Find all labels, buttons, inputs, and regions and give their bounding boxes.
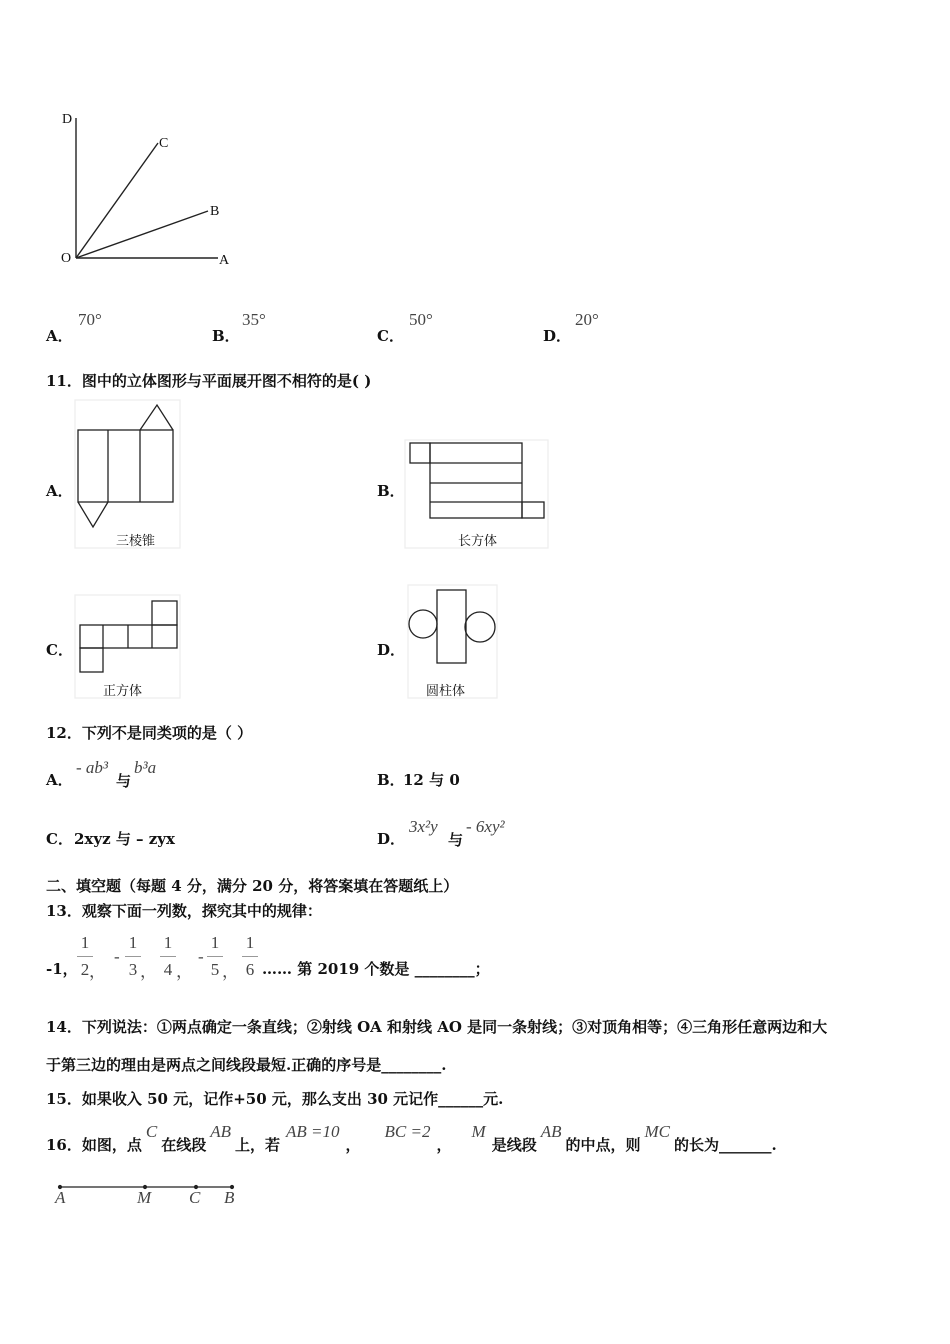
q12-d-right: - 6xy² xyxy=(466,817,505,836)
q12-option-c[interactable]: C． xyxy=(46,830,73,848)
angle-figure xyxy=(76,118,218,258)
q12-option-b[interactable]: B． xyxy=(377,771,405,789)
q14-line2: 于第三边的理由是两点之间线段最短.正确的序号是________. xyxy=(46,1056,447,1074)
q11-option-a[interactable]: A． xyxy=(46,482,73,500)
q13-fraction: $\frac{1}{3}$ xyxy=(125,930,141,983)
net-a-caption: 三棱锥 xyxy=(116,534,156,549)
q13-fraction: $\frac{1}{2}$ xyxy=(77,930,93,983)
q10-option-b[interactable]: B． xyxy=(212,327,240,345)
q13-sign: - xyxy=(198,947,204,966)
q10-option-c[interactable]: C． xyxy=(377,327,404,345)
q10-option-a-value: 70° xyxy=(78,310,102,329)
q16-stem: 16．如图，点 C 在线段 AB 上，若 AB =10 ， BC =2 ， M 是线段 AB 的中点，则 MC 的长为_______. xyxy=(46,1122,777,1154)
q11-option-c[interactable]: C． xyxy=(46,641,73,659)
q10-option-d[interactable]: D． xyxy=(543,327,572,345)
q11-option-d[interactable]: D． xyxy=(377,641,406,659)
seg-label-m: M xyxy=(137,1188,152,1207)
label-b: B xyxy=(210,204,220,219)
q13-tail: …… 第 2019 个数是 ________； xyxy=(262,960,490,978)
q13-stem: 13．观察下面一列数，探究其中的规律： xyxy=(46,902,322,920)
q12-stem: 12．下列不是同类项的是（ ） xyxy=(46,724,253,742)
q11-option-b[interactable]: B． xyxy=(377,482,405,500)
q13-fraction: $\frac{1}{5}$ xyxy=(207,930,223,983)
seg-label-a: A xyxy=(55,1188,66,1207)
q12-c-text: 2xyz 与 – zyx xyxy=(74,830,175,848)
q10-option-a[interactable]: A． xyxy=(46,327,73,345)
seg-label-b: B xyxy=(224,1188,235,1207)
q12-a-left: - ab³ xyxy=(76,758,109,777)
section-2-title: 二、填空题（每题 4 分，满分 20 分，将答案填在答题纸上） xyxy=(46,877,459,895)
q13-fraction: $\frac{1}{6}$ xyxy=(242,930,258,983)
q10-option-b-value: 35° xyxy=(242,310,266,329)
q11-stem: 11．图中的立体图形与平面展开图不相符的是( ) xyxy=(46,372,372,390)
label-c: C xyxy=(159,136,169,151)
seg-label-c: C xyxy=(189,1188,201,1207)
net-a-figure xyxy=(75,400,180,548)
q13-first: -1， xyxy=(46,960,78,978)
net-b-caption: 长方体 xyxy=(458,534,498,549)
q12-option-a[interactable]: A． xyxy=(46,771,73,789)
q10-option-d-value: 20° xyxy=(575,310,599,329)
q12-d-left: 3x²y xyxy=(409,817,438,836)
q12-a-right: b³a xyxy=(134,758,157,777)
q12-d-mid: 与 xyxy=(448,831,464,849)
q12-option-d[interactable]: D． xyxy=(377,830,406,848)
q13-sign: - xyxy=(114,947,120,966)
exam-page: D C B O A A． 70° B． 35° C． 50° D． 20° 11．图中的立体图形与平面展开图不相符的是( ) A． 三棱锥 B． 长方体 C． 正方体 D． 圆柱体 12．下列不是同类项的是（ ） A． - ab³ 与 b³a B． 12 与 0 C． 2xyz 与 – zyx D． 3x²y 与 - 6xy² 二、填空题（每题 4 分，满分 20 分，将答案填在答题纸上） 13．观察下面一列数，探究其中的规律： -1， - - $\frac{1}{2}$ $\frac{1}{3}$ $\frac{1}{4}$ $\frac{1}{5}$ $\frac{1}{6}$ ， ， ， ， …… 第 2019 个数是 ________； 14．下列说法：①两点确定一条直线；②射线 OA 和射线 AO 是同一条射线；③对顶角相等；④三角形任意两边和大 于第三边的理由是两点之间线段最短.正确的序号是________. 15．如果收入 50 元，记作+50 元，那么支出 30 元记作______元. 16．如图，点 C 在线段 AB 上，若 AB =10 ， BC =2 ， M 是线段 AB 的中点，则 MC 的长为_______. A M C B xyxy=(0,0,950,1344)
q14-line1: 14．下列说法：①两点确定一条直线；②射线 OA 和射线 AO 是同一条射线；③对顶角相等；④三角形任意两边和大 xyxy=(46,1018,828,1036)
q12-a-mid: 与 xyxy=(116,772,132,790)
q13-fraction: $\frac{1}{4}$ xyxy=(160,930,176,983)
q12-b-text: 12 与 0 xyxy=(403,771,460,789)
label-o: O xyxy=(61,251,72,266)
label-a: A xyxy=(219,253,230,268)
net-d-caption: 圆柱体 xyxy=(426,684,466,699)
label-d: D xyxy=(62,112,73,127)
q10-option-c-value: 50° xyxy=(409,310,433,329)
q15-text: 15．如果收入 50 元，记作+50 元，那么支出 30 元记作______元. xyxy=(46,1090,504,1108)
net-c-caption: 正方体 xyxy=(103,684,143,699)
